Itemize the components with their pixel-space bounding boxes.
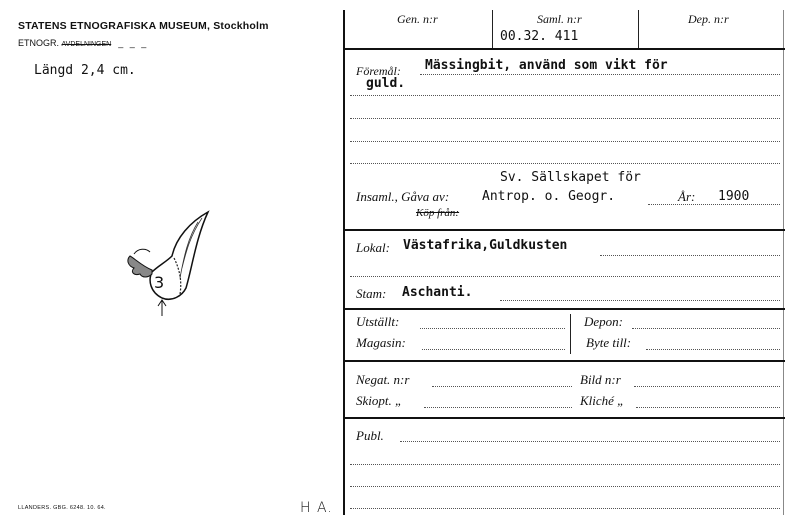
- object-sketch: [120, 208, 220, 323]
- byte-label: Byte till:: [586, 335, 632, 350]
- sketch-number: 3: [154, 273, 165, 292]
- negat-label: Negat. n:r: [356, 372, 410, 387]
- dep-label: Dep. n:r: [688, 12, 729, 26]
- rule-negat: [343, 417, 785, 419]
- dept-struck: AVDELNINGEN: [61, 41, 112, 48]
- handwritten-mark: H A.: [300, 500, 333, 516]
- foremal-label: Föremål:: [356, 64, 401, 78]
- dept-prefix: ETNOGR.: [18, 38, 60, 48]
- lokal-label: Lokal:: [356, 240, 390, 255]
- ar-value: 1900: [718, 189, 750, 204]
- card-left-border: [343, 10, 345, 515]
- lokal-value: Västafrika,Guldkusten: [403, 238, 568, 253]
- top-divider-1: [492, 10, 493, 48]
- cliche-label: Kliché „: [580, 393, 625, 408]
- card-right-border: [783, 10, 784, 515]
- institution-header: STATENS ETNOGRAFISKA MUSEUM, Stockholm: [18, 20, 269, 32]
- publ-label: Publ.: [356, 428, 384, 443]
- depon-label: Depon:: [584, 314, 623, 329]
- foremal-line2: guld.: [366, 76, 406, 91]
- department-line: ETNOGR. AVDELNINGEN _ _ _: [18, 38, 149, 48]
- rule-stam: [343, 308, 785, 310]
- insaml-label: Insaml., Gåva av:: [356, 189, 450, 204]
- gava-value: Antrop. o. Geogr.: [482, 189, 616, 204]
- ar-label: År:: [678, 189, 696, 204]
- stam-value: Aschanti.: [402, 285, 473, 300]
- rule-magasin: [343, 360, 785, 362]
- kop-label: Köp från:: [416, 207, 460, 219]
- rule-insaml: [343, 229, 785, 231]
- rule-top: [343, 48, 785, 50]
- saml-value: 00.32. 411: [500, 29, 579, 44]
- saml-label: Saml. n:r: [537, 12, 582, 26]
- foremal-line1: Mässingbit, använd som vikt för: [425, 58, 668, 73]
- top-divider-2: [638, 10, 639, 48]
- utstallt-label: Utställt:: [356, 314, 400, 329]
- skiopt-label: Skiopt. „: [356, 393, 403, 408]
- printer-imprint: LLANDERS. GBG. 6248. 10. 64.: [18, 505, 106, 511]
- bild-label: Bild n:r: [580, 372, 621, 387]
- stam-label: Stam:: [356, 286, 387, 301]
- length-text: Längd 2,4 cm.: [34, 63, 136, 78]
- gen-label: Gen. n:r: [397, 12, 438, 26]
- mid-divider: [570, 314, 571, 354]
- magasin-label: Magasin:: [356, 335, 406, 350]
- gava-above: Sv. Sällskapet för: [500, 170, 641, 185]
